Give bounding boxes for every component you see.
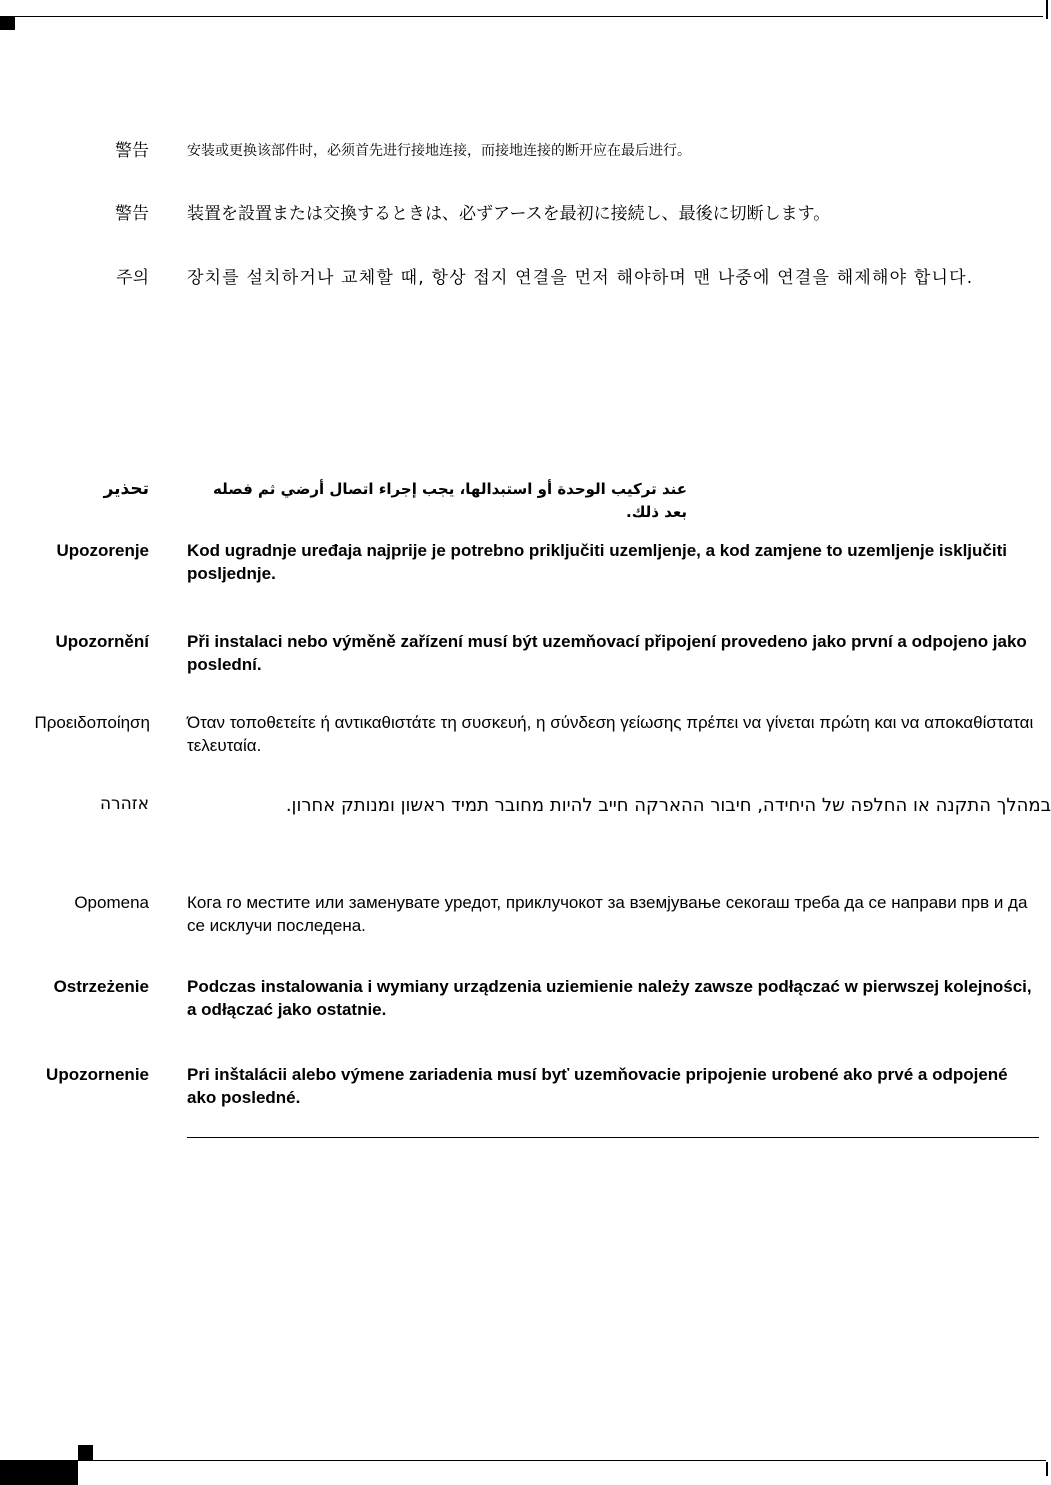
warning-label: Προειδοποίηση (34, 713, 150, 732)
warning-text: Podczas instalowania i wymiany urządzenia uziemienie należy zawsze podłączać w pierwszej kolejności, a odłączać jako ostatnie. (187, 977, 1032, 1019)
warning-label: تحذير (103, 479, 149, 499)
warning-label: 주의 (116, 268, 149, 288)
warning-text: Při instalaci nebo výměně zařízení musí být uzemňovací připojení provedeno jako první a odpojeno jako poslední. (187, 632, 1027, 674)
warning-text: Όταν τοποθετείτε ή αντικαθιστάτε τη συσκευή, η σύνδεση γείωσης πρέπει να γίνεται πρώτη και να αποκαθίσταται τελευταία. (187, 713, 1034, 755)
warning-text: 安装或更换该部件时，必须首先进行接地连接，而接地连接的断开应在最后进行。 (187, 143, 691, 159)
warning-text: במהלך התקנה או החלפה של היחידה, חיבור ההארקה חייב להיות מחובר תמיד ראשון ומנותק אחרון. (285, 795, 1051, 816)
warning-label: אזהרה (99, 794, 149, 814)
footer-right-tick (1046, 1462, 1048, 1476)
warning-text: 装置を設置または交換するときは、必ずアースを最初に接続し、最後に切断します。 (187, 204, 831, 224)
warning-text: عند تركيب الوحدة أو استبدالها، يجب إجراء اتصال أرضي ثم فصله بعد ذلك. (212, 480, 687, 521)
warning-label: Upozorenje (56, 541, 149, 560)
warning-label: 警告 (115, 204, 149, 224)
warning-text: 장치를 설치하거나 교체할 때, 항상 접지 연결을 먼저 해야하며 맨 나중에 연결을 해제해야 합니다. (187, 268, 974, 288)
warning-label: Upozornenie (46, 1065, 149, 1084)
warning-text: Pri inštalácii alebo výmene zariadenia musí byť uzemňovacie pripojenie urobené ako prvé a odpojené ako posledné. (187, 1065, 1008, 1107)
header-right-tick (1046, 0, 1048, 19)
warning-label: Ostrzeżenie (53, 977, 149, 996)
footer-rule (0, 1460, 1046, 1461)
warning-label: 警告 (115, 141, 149, 161)
warning-label: Opomena (74, 893, 149, 912)
header-rule (0, 16, 1043, 17)
warning-text: Кога го местите или заменувате уредот, приклучокот за вземјување секогаш треба да се направи прв и да се исклучи последена. (187, 893, 1028, 935)
warning-text: Kod ugradnje uređaja najprije je potrebno priključiti uzemljenje, a kod zamjene to uzemljenje isključiti posljednje. (187, 541, 1007, 583)
footer-black-tab (0, 1460, 78, 1485)
warning-label: Upozornění (55, 632, 149, 651)
footer-corner-mark (78, 1445, 93, 1460)
header-corner-mark (0, 16, 15, 30)
section-divider (187, 1137, 1039, 1138)
